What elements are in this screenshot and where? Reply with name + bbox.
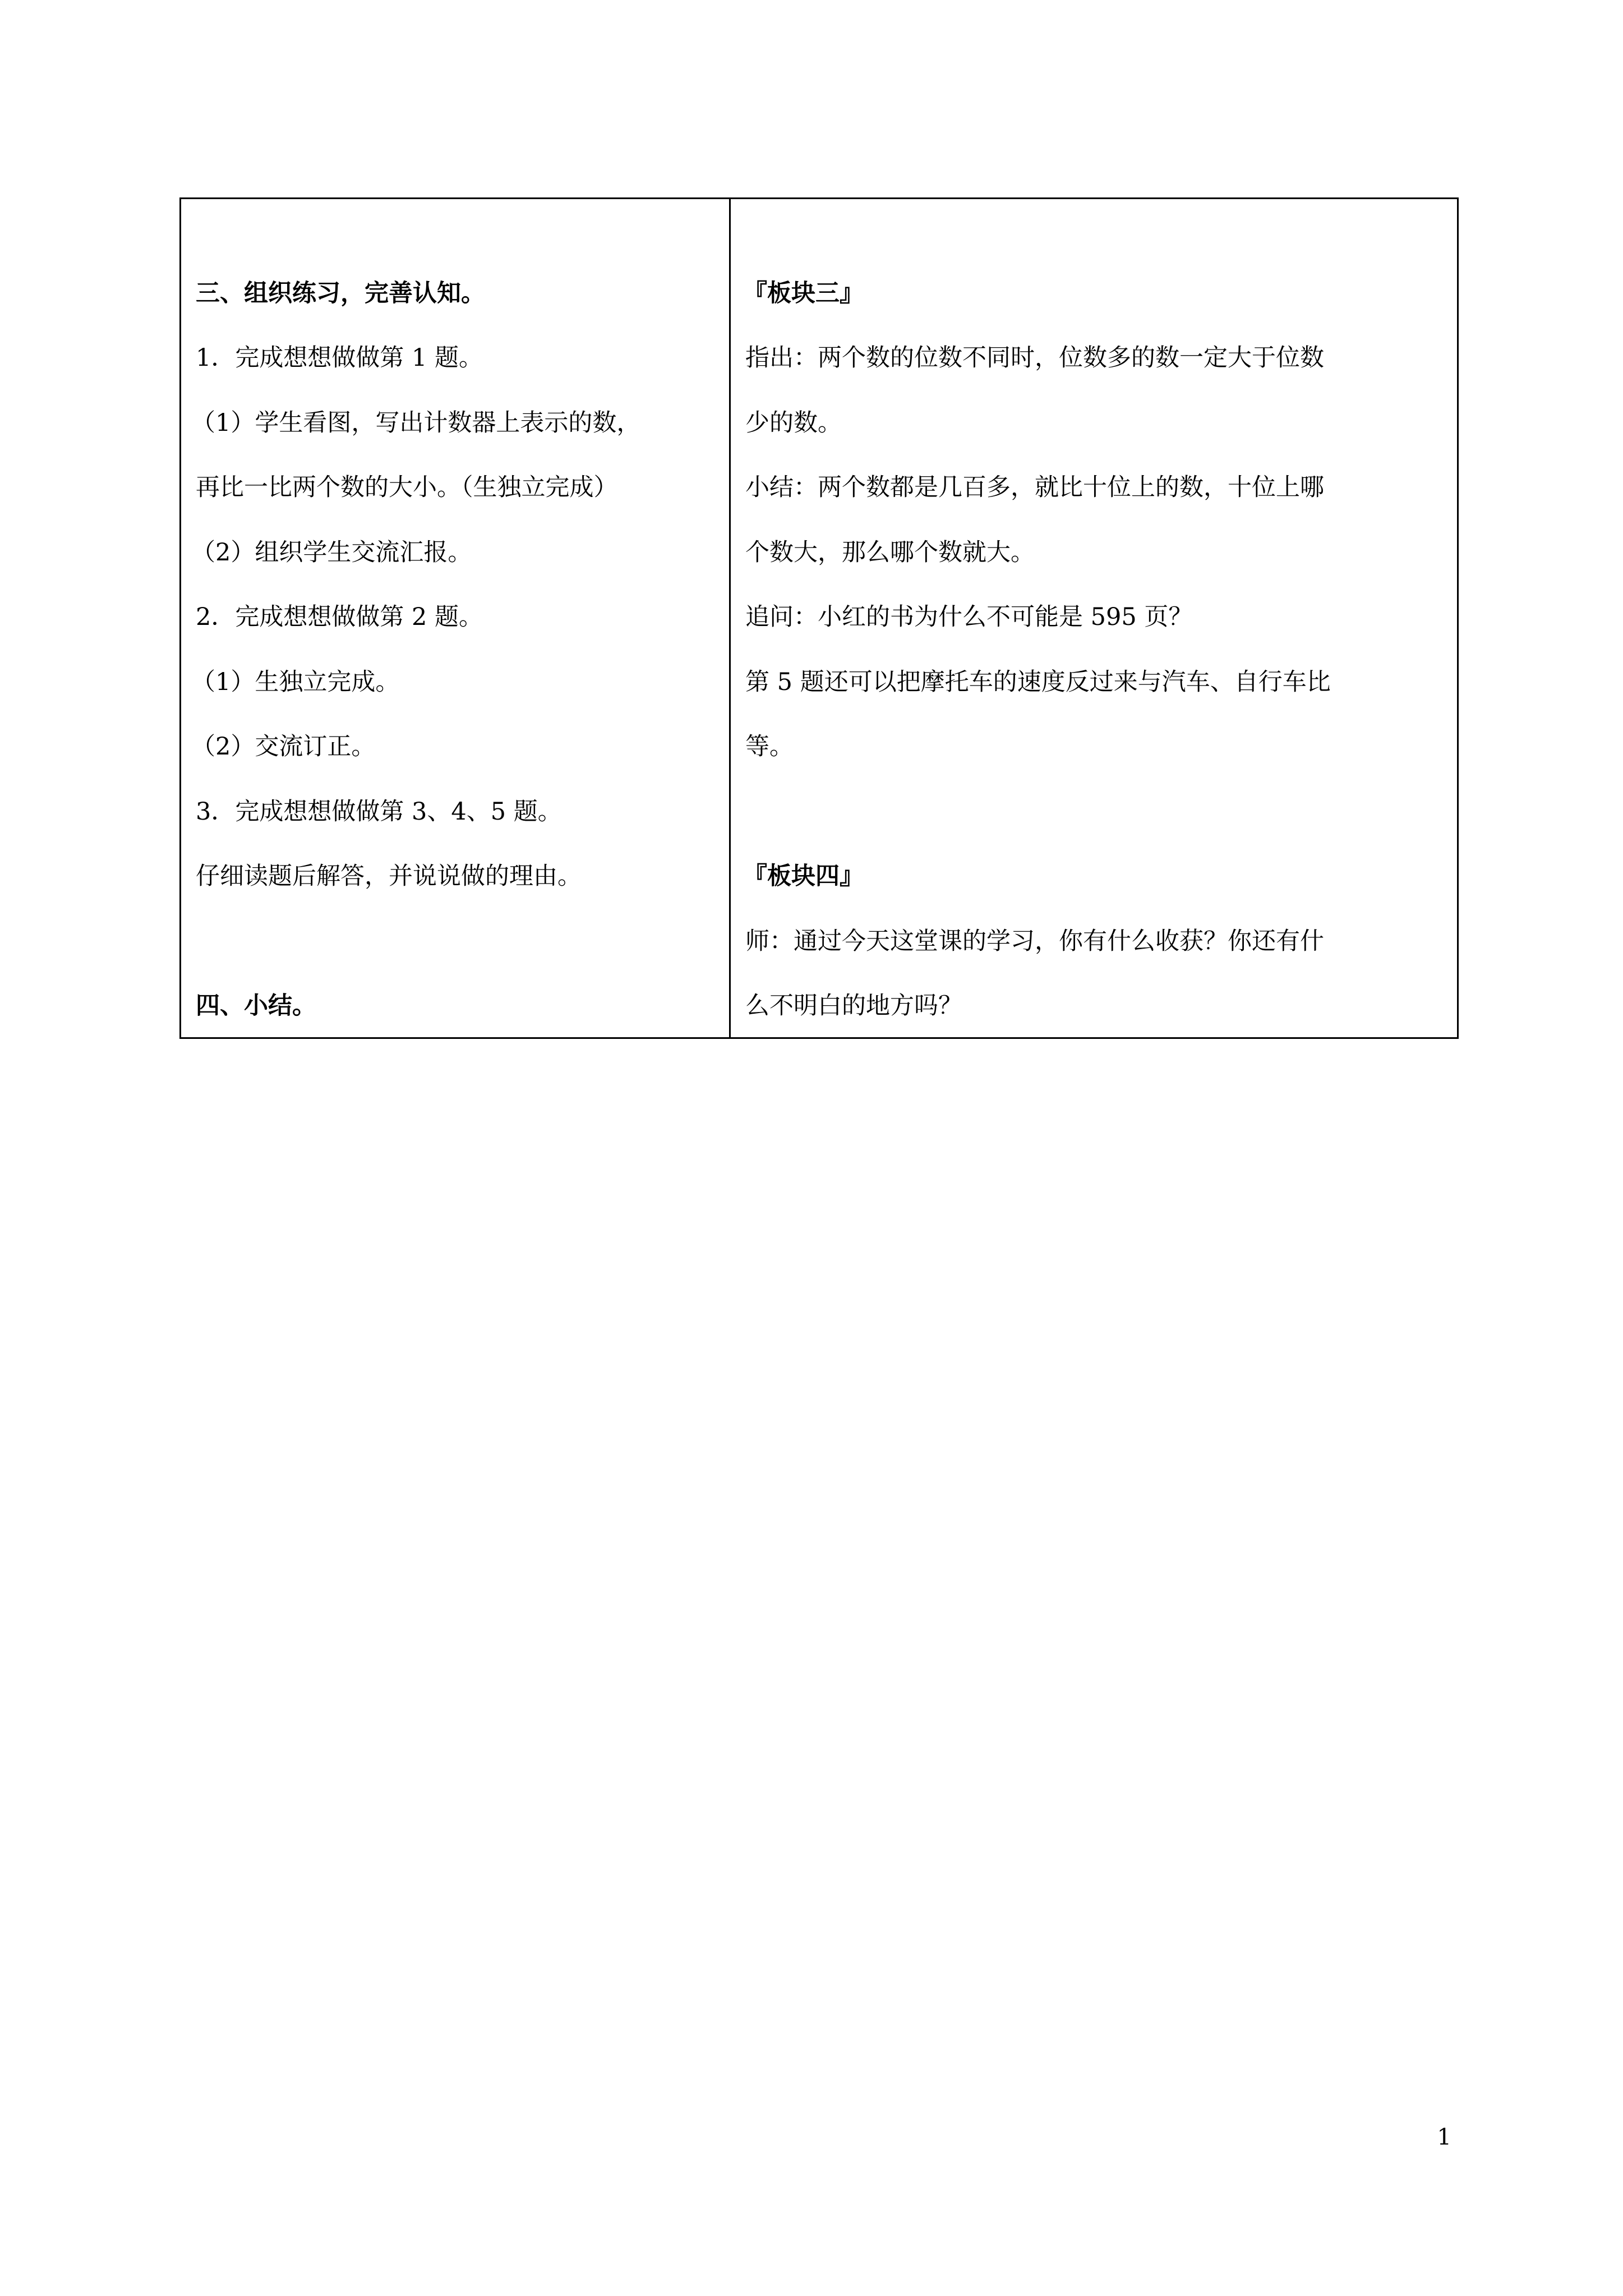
exercise-2: 2．完成想想做做第 2 题。 xyxy=(196,603,483,631)
summary-line-2: 个数大，那么哪个数就大。 xyxy=(745,539,1035,567)
follow-up-question: 追问：小红的书为什么不可能是 595 页？ xyxy=(745,603,1193,631)
point-out-line-1: 指出：两个数的位数不同时，位数多的数一定大于位数 xyxy=(745,344,1324,372)
exercise-5-note-line-1: 第 5 题还可以把摩托车的速度反过来与汽车、自行车比 xyxy=(745,668,1331,696)
teacher-question-line-2: 么不明白的地方吗？ xyxy=(745,992,962,1020)
exercise-5-note-line-2: 等。 xyxy=(745,733,794,761)
exercise-3: 3．完成想想做做第 3、4、5 题。 xyxy=(196,798,562,826)
left-cell-teaching-process xyxy=(181,197,729,1039)
point-out-line-2: 少的数。 xyxy=(745,409,842,437)
exercise-3-note: 仔细读题后解答，并说说做的理由。 xyxy=(196,862,582,890)
page-number: 1 xyxy=(1437,2124,1451,2150)
exercise-2-step-1: （1）生独立完成。 xyxy=(191,668,400,696)
summary-line-1: 小结：两个数都是几百多，就比十位上的数，十位上哪 xyxy=(745,473,1324,501)
exercise-1-step-1-line-1: （1）学生看图，写出计数器上表示的数， xyxy=(191,409,641,437)
block-4-heading: 『板块四』 xyxy=(743,862,864,890)
block-3-heading: 『板块三』 xyxy=(743,279,864,307)
teacher-question-line-1: 师：通过今天这堂课的学习，你有什么收获？你还有什 xyxy=(745,927,1324,955)
exercise-2-step-2: （2）交流订正。 xyxy=(191,733,376,761)
right-cell-design-notes xyxy=(731,197,1457,1039)
exercise-1-step-2: （2）组织学生交流汇报。 xyxy=(191,539,472,567)
exercise-1: 1．完成想想做做第 1 题。 xyxy=(196,344,483,372)
section-4-heading: 四、小结。 xyxy=(196,992,316,1020)
exercise-1-step-1-line-2: 再比一比两个数的大小。（生独立完成） xyxy=(196,473,618,501)
section-3-heading: 三、组织练习，完善认知。 xyxy=(196,279,485,307)
